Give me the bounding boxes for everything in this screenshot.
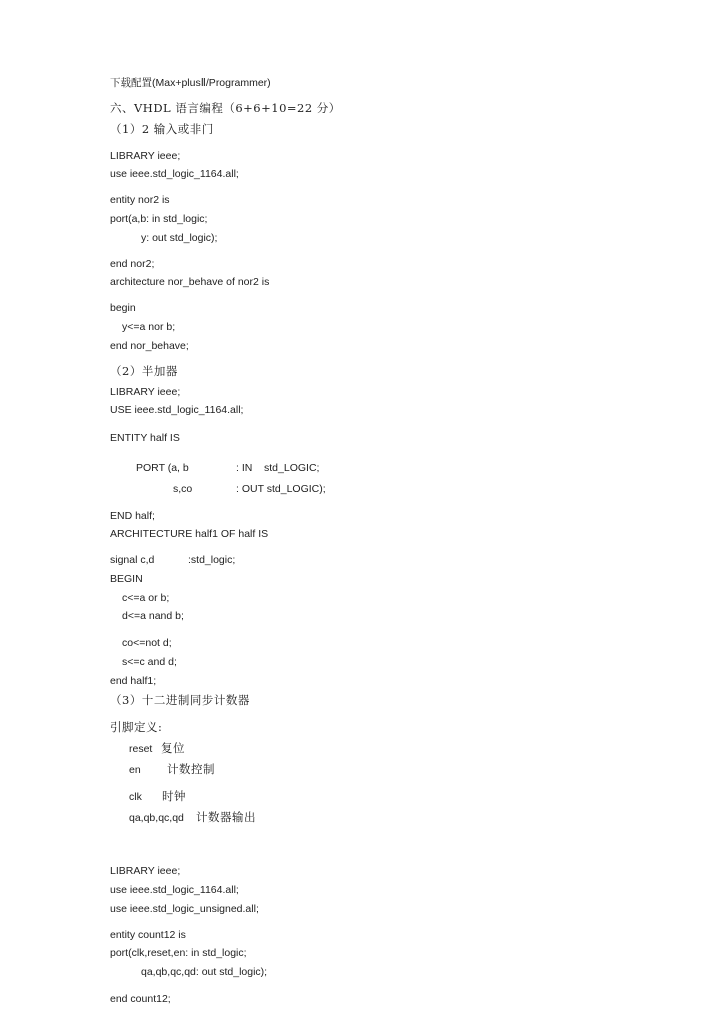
- code-line: entity nor2 is: [110, 194, 170, 206]
- code-line: begin: [110, 302, 136, 314]
- code-line: end nor_behave;: [110, 340, 189, 352]
- code-line: END half;: [110, 510, 155, 522]
- pin-desc: 时钟: [162, 789, 186, 803]
- pin-desc: 复位: [161, 741, 185, 755]
- code-line: c<=a or b;: [122, 592, 170, 604]
- code-line: use ieee.std_logic_1164.all;: [110, 168, 239, 180]
- code-line: : OUT std_LOGIC);: [236, 483, 326, 495]
- code-line: architecture nor_behave of nor2 is: [110, 276, 270, 288]
- pin-def-title: 引脚定义:: [110, 720, 163, 734]
- q2-title: （2）半加器: [110, 364, 178, 378]
- code-line: LIBRARY ieee;: [110, 150, 181, 162]
- pin-desc: 计数控制: [167, 762, 215, 776]
- code-line: use ieee.std_logic_1164.all;: [110, 884, 239, 896]
- section-six-heading: 六、VHDL 语言编程（6+6+10=22 分）: [110, 101, 341, 115]
- code-line: signal c,d: [110, 554, 155, 566]
- code-line: end count12;: [110, 993, 171, 1005]
- code-line: port(a,b: in std_logic;: [110, 213, 208, 225]
- code-line: port(clk,reset,en: in std_logic;: [110, 947, 247, 959]
- code-line: LIBRARY ieee;: [110, 865, 181, 877]
- code-line: ENTITY half IS: [110, 432, 180, 444]
- pin-name: qa,qb,qc,qd: [129, 812, 184, 824]
- code-line: :std_logic;: [188, 554, 236, 566]
- code-line: end nor2;: [110, 258, 155, 270]
- q1-title: （1）2 输入或非门: [110, 122, 214, 136]
- pin-name: reset: [129, 743, 153, 755]
- code-line: PORT (a, b: [136, 462, 189, 474]
- download-config-line: 下载配置(Max+plusⅡ/Programmer): [110, 77, 271, 89]
- code-line: USE ieee.std_logic_1164.all;: [110, 404, 244, 416]
- pin-name: en: [129, 764, 141, 776]
- code-line: y: out std_logic);: [141, 232, 218, 244]
- code-line: co<=not d;: [122, 637, 172, 649]
- code-line: entity count12 is: [110, 929, 186, 941]
- code-line: end half1;: [110, 675, 157, 687]
- code-line: d<=a nand b;: [122, 610, 184, 622]
- code-line: BEGIN: [110, 573, 143, 585]
- code-line: s<=c and d;: [122, 656, 177, 668]
- code-line: y<=a nor b;: [122, 321, 176, 333]
- code-line: s,co: [173, 483, 193, 495]
- code-line: LIBRARY ieee;: [110, 386, 181, 398]
- code-line: : IN std_LOGIC;: [236, 462, 320, 474]
- q3-title: （3）十二进制同步计数器: [110, 693, 250, 707]
- pin-name: clk: [129, 791, 142, 803]
- code-line: use ieee.std_logic_unsigned.all;: [110, 903, 259, 915]
- code-line: qa,qb,qc,qd: out std_logic);: [141, 966, 268, 978]
- pin-desc: 计数器输出: [196, 810, 256, 824]
- code-line: ARCHITECTURE half1 OF half IS: [110, 528, 269, 540]
